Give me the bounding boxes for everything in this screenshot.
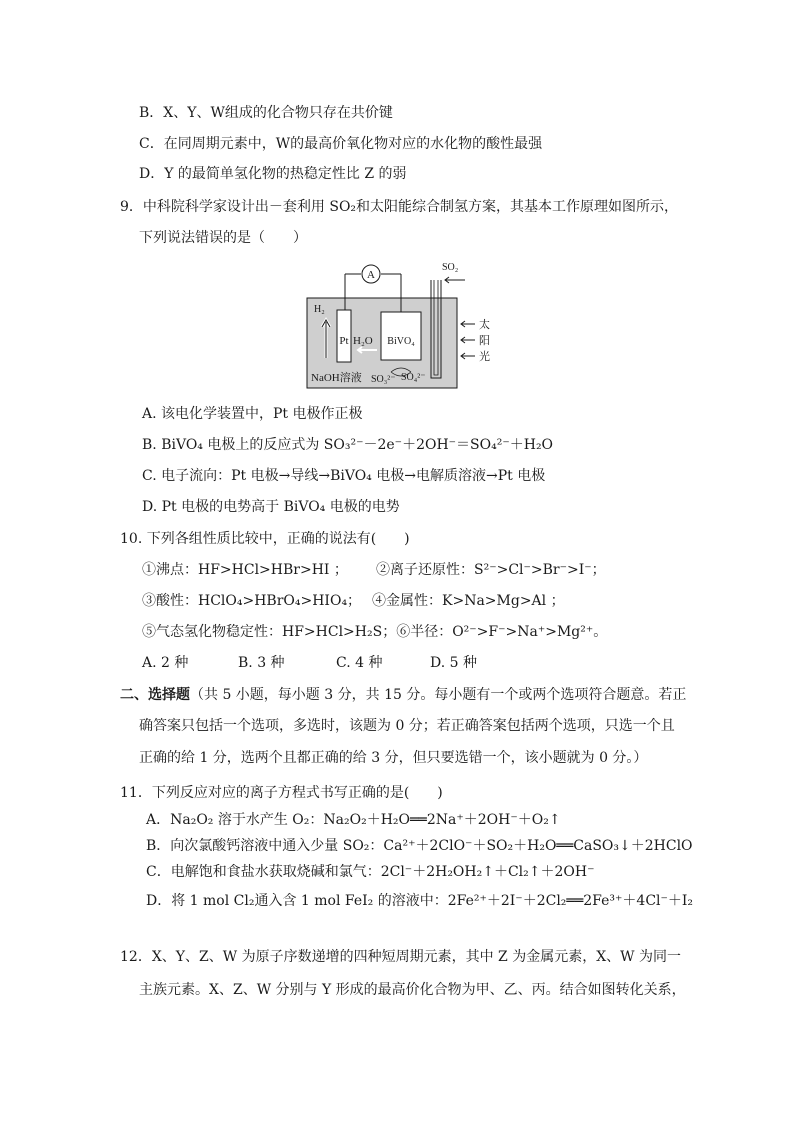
q11-option-a: A．Na₂O₂ 溶于水产生 O₂：Na₂O₂＋H₂O══2Na⁺＋2OH⁻＋O₂↑ bbox=[146, 812, 561, 828]
q10-item-4: ④金属性：K>Na>Mg>Al ； bbox=[372, 593, 565, 609]
q11-option-b: B．向次氯酸钙溶液中通入少量 SO₂：Ca²⁺＋2ClO⁻＋SO₂＋H₂O══CaSO₃↓＋2HClO bbox=[146, 838, 693, 854]
q11-stem: 11．下列反应对应的离子方程式书写正确的是( ) bbox=[120, 785, 443, 801]
q8-option-b: B．X、Y、W组成的化合物只存在共价键 bbox=[139, 105, 393, 121]
q10-option-b: B. 3 种 bbox=[238, 655, 285, 671]
section2-instructions-text: （共 5 小题，每小题 3 分，共 15 分。每小题有一个或两个选项符合题意。若正 bbox=[190, 687, 687, 703]
q10-option-c: C. 4 种 bbox=[336, 655, 383, 671]
q10-item-1: ①沸点：HF>HCl>HBr>HI ； bbox=[142, 562, 348, 578]
q8-option-c: C．在同周期元素中，W的最高价氧化物对应的水化物的酸性最强 bbox=[139, 136, 543, 152]
section2-instructions-line2: 确答案只包括一个选项，多选时，该题为 0 分；若正确答案包括两个选项，只选一个且 bbox=[139, 718, 675, 734]
q9-option-c: C. 电子流向：Pt 电极→导线→BiVO₄ 电极→电解质溶液→Pt 电极 bbox=[142, 468, 546, 484]
so4-label: SO₄²⁻ bbox=[401, 372, 426, 383]
electrolysis-diagram bbox=[305, 260, 495, 390]
svg-text:A: A bbox=[367, 269, 375, 281]
h2o-label: H₂O bbox=[353, 335, 373, 347]
h2-label: H₂ bbox=[314, 304, 325, 315]
ammeter-icon bbox=[362, 265, 380, 283]
q10-option-d: D. 5 种 bbox=[430, 655, 477, 671]
q9-option-d: D. Pt 电极的电势高于 BiVO₄ 电极的电势 bbox=[142, 499, 400, 515]
sunlight-arrow-icon bbox=[461, 337, 475, 343]
section2-instructions bbox=[120, 685, 686, 705]
q10-item-2: ②离子还原性：S²⁻>Cl⁻>Br⁻>I⁻； bbox=[376, 562, 606, 578]
q8-option-d: D．Y 的最简单氢化物的热稳定性比 Z 的弱 bbox=[139, 166, 407, 182]
q11-option-c: C．电解饱和食盐水获取烧碱和氯气：2Cl⁻＋2H₂OH₂↑＋Cl₂↑＋2OH⁻ bbox=[146, 864, 595, 880]
solution-label: NaOH溶液 bbox=[311, 372, 362, 384]
so2-arrow-icon bbox=[445, 277, 465, 283]
q9-stem-line2: 下列说法错误的是（ ） bbox=[139, 230, 307, 246]
so3-label: SO₃²⁻ bbox=[371, 374, 396, 385]
q9-option-b: B. BiVO₄ 电极上的反应式为 SO₃²⁻－2e⁻＋2OH⁻＝SO₄²⁻＋H₂O bbox=[142, 437, 554, 453]
sunlight-arrow-icon bbox=[461, 353, 475, 359]
q10-option-a: A. 2 种 bbox=[142, 655, 189, 671]
q12-stem-line1: 12．X、Y、Z、W 为原子序数递增的四种短周期元素，其中 Z 为金属元素，X、W 为同一 bbox=[120, 949, 682, 965]
pt-label: Pt bbox=[339, 335, 349, 347]
sunlight-label-2: 阳 bbox=[479, 335, 490, 347]
sunlight-label-3: 光 bbox=[479, 351, 490, 363]
q11-option-d: D．将 1 mol Cl₂通入含 1 mol FeI₂ 的溶液中：2Fe²⁺＋2I⁻＋2Cl₂══2Fe³⁺＋4Cl⁻＋I₂ bbox=[146, 893, 694, 909]
q10-stem: 10. 下列各组性质比较中，正确的说法有( ) bbox=[120, 531, 410, 547]
bivo4-label: BiVO₄ bbox=[387, 336, 415, 347]
section2-instructions-line3: 正确的给 1 分，选两个且都正确的给 3 分，但只要选错一个，该小题就为 0 分。） bbox=[139, 750, 648, 766]
q10-item-5-6: ⑤气态氢化物稳定性：HF>HCl>H₂S；⑥半径：O²⁻>F⁻>Na⁺>Mg²⁺。 bbox=[142, 624, 608, 640]
sunlight-arrow-icon bbox=[461, 321, 475, 327]
q12-stem-line2: 主族元素。X、Z、W 分别与 Y 形成的最高价化合物为甲、乙、丙。结合如图转化关系， bbox=[139, 982, 686, 998]
sunlight-label-1: 太 bbox=[479, 319, 490, 331]
q9-stem-line1: 9．中科院科学家设计出－套利用 SO₂和太阳能综合制氢方案，其基本工作原理如图所示， bbox=[120, 199, 679, 215]
so2-label: SO₂ bbox=[442, 262, 459, 273]
q9-option-a: A. 该电化学装置中，Pt 电极作正极 bbox=[142, 406, 363, 422]
q10-item-3: ③酸性：HClO₄>HBrO₄>HIO₄； bbox=[142, 593, 362, 609]
section2-heading: 二、选择题 bbox=[120, 687, 190, 703]
